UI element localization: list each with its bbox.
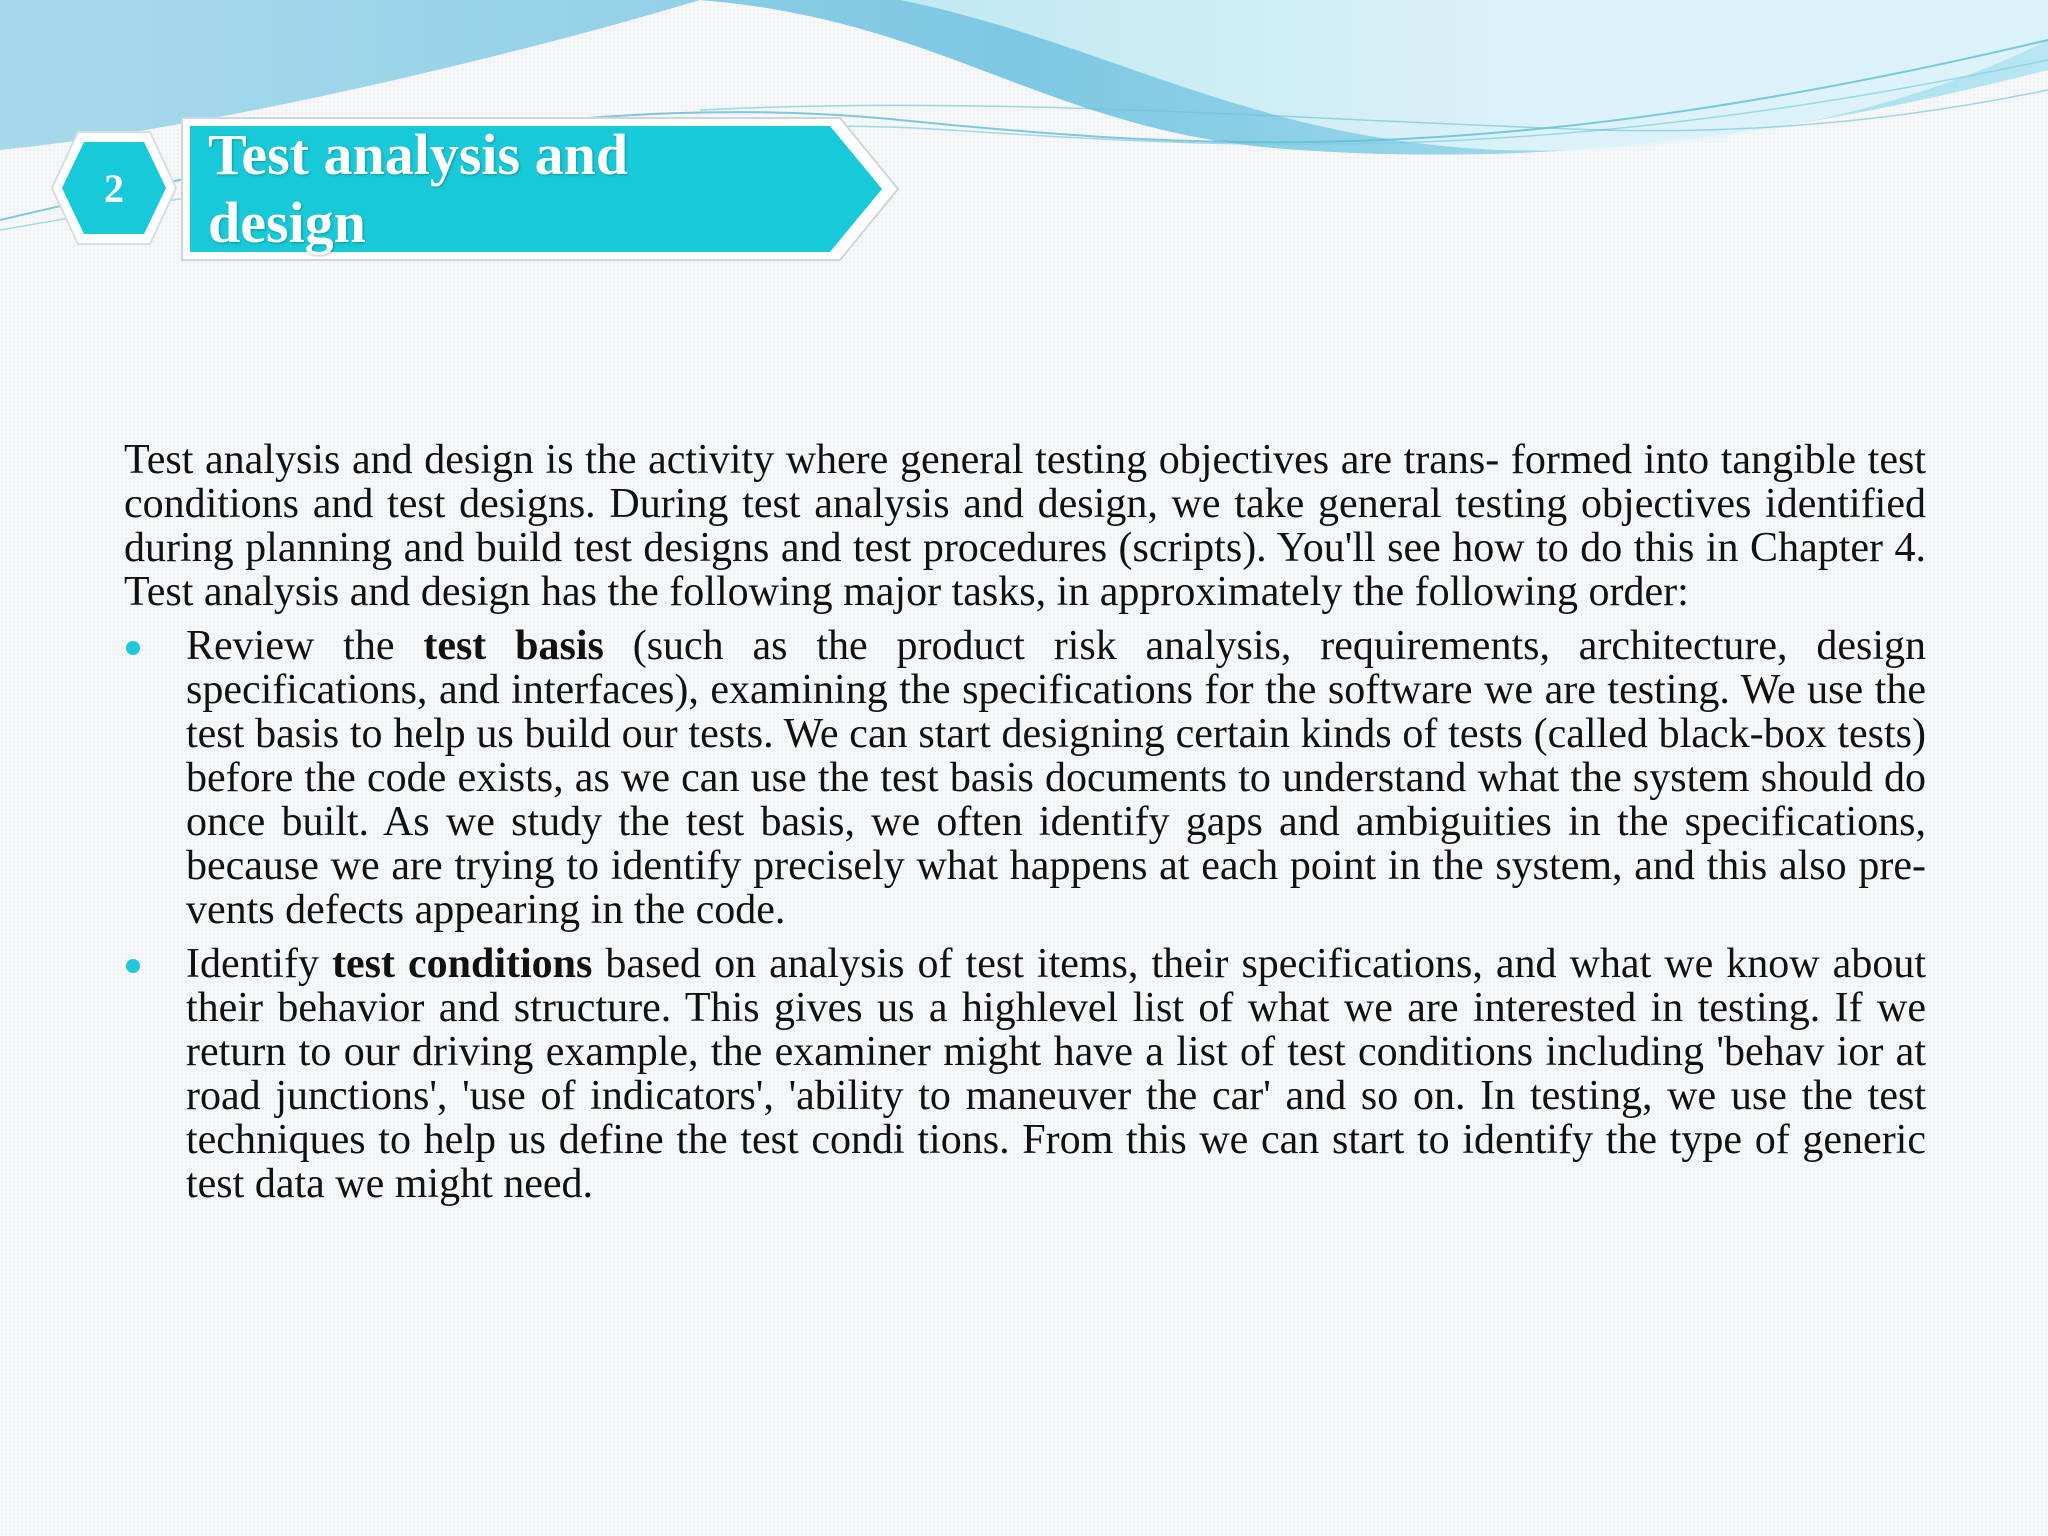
intro-paragraph: Test analysis and design is the activity where general testing objectives are trans- formed into tangible test conditions and test designs. During test analysis and design, we take general testing objectives identified during planning and build test designs and test procedures (scripts). You'll see how to do this in Chapter 4. Test analysis and design has the following major tasks, in approximately the following order: — [124, 437, 1926, 615]
bullet-bold-term: test basis — [423, 623, 604, 669]
bullet-lead-text: Identify — [186, 941, 332, 987]
slide-number: 2 — [104, 165, 124, 211]
bullet-icon — [126, 959, 140, 973]
slide-title: Test analysis and design — [208, 122, 629, 255]
bullet-icon — [126, 641, 140, 655]
task-list — [124, 624, 1926, 1206]
list-item — [124, 942, 1926, 1206]
bullet-rest-text: based on analysis of test items, their specifications, and what we know about their behavior and structure. This gives us a highlevel list of what we are interested in testing. If we return to our driving example, the examiner might have a list of test conditions including 'behav ior at road junctions', 'use of indicators', 'ability to maneuver the car' and so on. In testing, we use the test techniques to help us define the test condi tions. From this we can start to identify the type of generic test data we might need. — [186, 941, 1926, 1207]
bullet-bold-term: test conditions — [332, 941, 593, 987]
slide-body — [124, 438, 1926, 1216]
bullet-rest-text: (such as the product risk analysis, requirements, architecture, design specifications, and interfaces), examining the specifications for the software we are testing. We use the test basis to help us build our tests. We can start designing certain kinds of tests (called black-box tests) before the code exists, as we can use the test basis documents to understand what the system should do once built. As we study the test basis, we often identify gaps and ambiguities in the specifications, because we are trying to identify precisely what happens at each point in the system, and this also pre- vents defects appearing in the code. — [186, 623, 1927, 933]
list-item — [124, 624, 1926, 932]
bullet-lead-text: Review the — [186, 623, 424, 669]
